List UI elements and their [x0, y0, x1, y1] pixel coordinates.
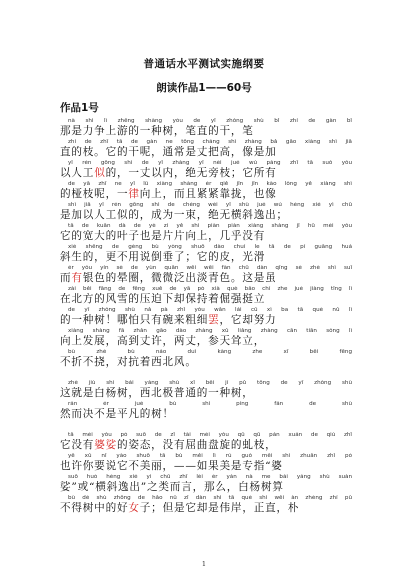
text-segment: 在北方的风雪的压迫下却保持着倔强挺立 [60, 293, 266, 305]
pinyin-line: ér yǒu yín sè de yùn quān wēi wēi fàn chū dàn qīng sè zhè shì suī [68, 265, 352, 271]
hanzi-line [60, 408, 356, 421]
text-line [60, 181, 356, 202]
document-title: 普通话水平测试实施纲要 [143, 58, 265, 70]
hanzi-line [60, 481, 356, 494]
text-line [60, 307, 356, 328]
text-line [60, 453, 356, 474]
text-line [60, 495, 356, 516]
hanzi-line [60, 251, 356, 264]
text-line [60, 202, 356, 223]
text-line [60, 265, 356, 286]
reading-text [60, 118, 356, 516]
pinyin-line: zài běi fāng de fēng xuě de yā pò xià què bǎo chí zhe jué jiàng tǐng lì [68, 286, 352, 292]
pinyin-line: tā de kuān dà de yè zi yě shì piàn piàn xiàng shàng jǐ hū méi yǒu [68, 223, 352, 229]
document-subtitle: 朗读作品1——60号 [156, 82, 252, 94]
pinyin-line: bù dé shù zhōng de hǎo nǚ zǐ dàn shì tā què shì wěi àn zhèng zhí pǔ [68, 495, 352, 501]
text-segment: 也许你要说它不美丽，——如果美是专指“婆 [60, 460, 283, 472]
hanzi-line [60, 272, 356, 285]
paragraph-1 [60, 118, 356, 370]
text-line [60, 160, 356, 181]
text-segment: 它没有 [60, 439, 95, 451]
hanzi-line [60, 167, 356, 180]
text-segment: 向上，而且紧紧靠拢，也像 [139, 188, 277, 200]
text-segment: 不折不挠，对抗着西北风。 [60, 356, 197, 368]
text-segment: 的姿态，没有屈曲盘旋的虬枝， [116, 439, 277, 451]
hanzi-line [60, 460, 356, 473]
text-segment: 不得树中的好 [60, 502, 129, 514]
text-segment: 的一种树！哪怕只有碗来粗细 [60, 314, 209, 326]
hanzi-line [60, 293, 356, 306]
pinyin-line: xié shēng de gèng bù yòng shuō dào chuí le tā de pí guāng huá [68, 244, 352, 250]
hanzi-line [60, 439, 356, 452]
text-line [60, 328, 356, 349]
hanzi-line [60, 356, 356, 369]
text-line [60, 118, 356, 139]
text-line [60, 223, 356, 244]
text-segment: 的桠枝呢，一 [60, 188, 129, 200]
pinyin-line: de yā zhī ne yī lǜ xiàng shàng ér qiě jǐn jǐn kào lǒng yě xiàng shì [68, 181, 352, 187]
hanzi-line [60, 146, 356, 159]
pinyin-line: rán ér jué bù shì píng fán de shù [68, 401, 352, 407]
pinyin-line: xiàng shàng fā zhǎn gāo dào zhàng xǔ liǎng zhàng cān tiān sǒng lì [68, 328, 352, 334]
pinyin-line: nà shì lì zhēng shàng yóu de yī zhǒng shù bǐ zhí de gàn bǐ [68, 118, 352, 124]
text-segment: ，它却努力 [219, 314, 277, 326]
highlighted-character: 婆娑 [94, 439, 117, 451]
text-line [60, 474, 356, 495]
text-segment: 的，一丈以内，绝无旁枝；它所有 [105, 167, 277, 179]
text-line [60, 380, 356, 401]
text-line [60, 286, 356, 307]
text-segment: 它的宽大的叶子也是片片向上，几乎没有 [60, 230, 266, 242]
pinyin-line: de yī zhǒng shù nǎ pà zhǐ yǒu wǎn lái cū xì ba tā què nǔ lì [68, 307, 352, 313]
text-segment: 然而决不是平凡的树！ [60, 408, 174, 420]
text-segment: 以人工 [60, 167, 95, 179]
pinyin-line: bù zhé bù náo duì kàng zhe xī běi fēng [68, 349, 352, 355]
pinyin-line: yǐ rén gōng shì de yī zhàng yǐ nèi jué wú páng zhī tā suǒ yǒu [68, 160, 352, 166]
text-segment: 这就是白杨树，西北极普通的一种树， [60, 387, 254, 399]
hanzi-line [60, 314, 356, 327]
text-segment: 子；但是它却是伟岸，正直，朴 [139, 502, 300, 514]
hanzi-line [60, 188, 356, 201]
pinyin-line: zhí de zhī tā de gàn ne tōng cháng shì zhàng bǎ gāo xiàng shì jiā [68, 139, 352, 145]
text-segment: 向上发展，高到丈许，两丈，参天耸立， [60, 335, 266, 347]
hanzi-line [60, 209, 356, 222]
hanzi-line [60, 502, 356, 515]
pinyin-line: zhè jiù shì bái yáng shù xī běi jí pǔ tōng de yī zhǒng shù [68, 380, 352, 386]
highlighted-character: 律 [128, 188, 140, 200]
pinyin-line: yě xǔ nǐ yào shuō tā bù měi lì rú guǒ měi shì zhuān zhǐ pó [68, 453, 352, 459]
highlighted-character: 罢 [208, 314, 220, 326]
text-segment: 那是力争上游的一种树，笔直的干，笔 [60, 125, 254, 137]
pinyin-line: suō huò héng xié yì chū zhī lèi ér yán nà me bái yáng shù suàn [68, 474, 352, 480]
text-segment: 斜生的，更不用说倒垂了；它的皮，光滑 [60, 251, 266, 263]
hanzi-line [60, 387, 356, 400]
text-line [60, 139, 356, 160]
text-line [60, 401, 356, 422]
text-segment: 银色的晕圈，微微泛出淡青色。这是虽 [82, 272, 277, 284]
highlighted-character: 似 [94, 167, 106, 179]
hanzi-line [60, 230, 356, 243]
page-number: 1 [201, 560, 207, 568]
text-segment: 而 [60, 272, 72, 284]
text-line [60, 432, 356, 453]
text-line [60, 244, 356, 265]
highlighted-character: 有 [71, 272, 83, 284]
pinyin-line: tā méi yǒu pó suō de zī tài méi yǒu qū qū pán xuán de qiú zhī [68, 432, 352, 438]
paragraph-2 [60, 380, 356, 422]
text-line [60, 349, 356, 370]
text-segment: 直的枝。它的干呢，通常是丈把高，像是加 [60, 146, 277, 158]
section-heading: 作品1号 [60, 102, 99, 114]
hanzi-line [60, 335, 356, 348]
highlighted-character: 女 [128, 502, 140, 514]
text-segment: 娑”或“横斜逸出”之类而言，那么，白杨树算 [60, 481, 284, 493]
text-segment: 是加以人工似的，成为一束，绝无横斜逸出； [60, 209, 288, 221]
pinyin-line: shì jiā yǐ rén gōng shì de chéng wéi yī shù jué wú héng xié yì chū [68, 202, 352, 208]
hanzi-line [60, 125, 356, 138]
paragraph-3 [60, 432, 356, 516]
